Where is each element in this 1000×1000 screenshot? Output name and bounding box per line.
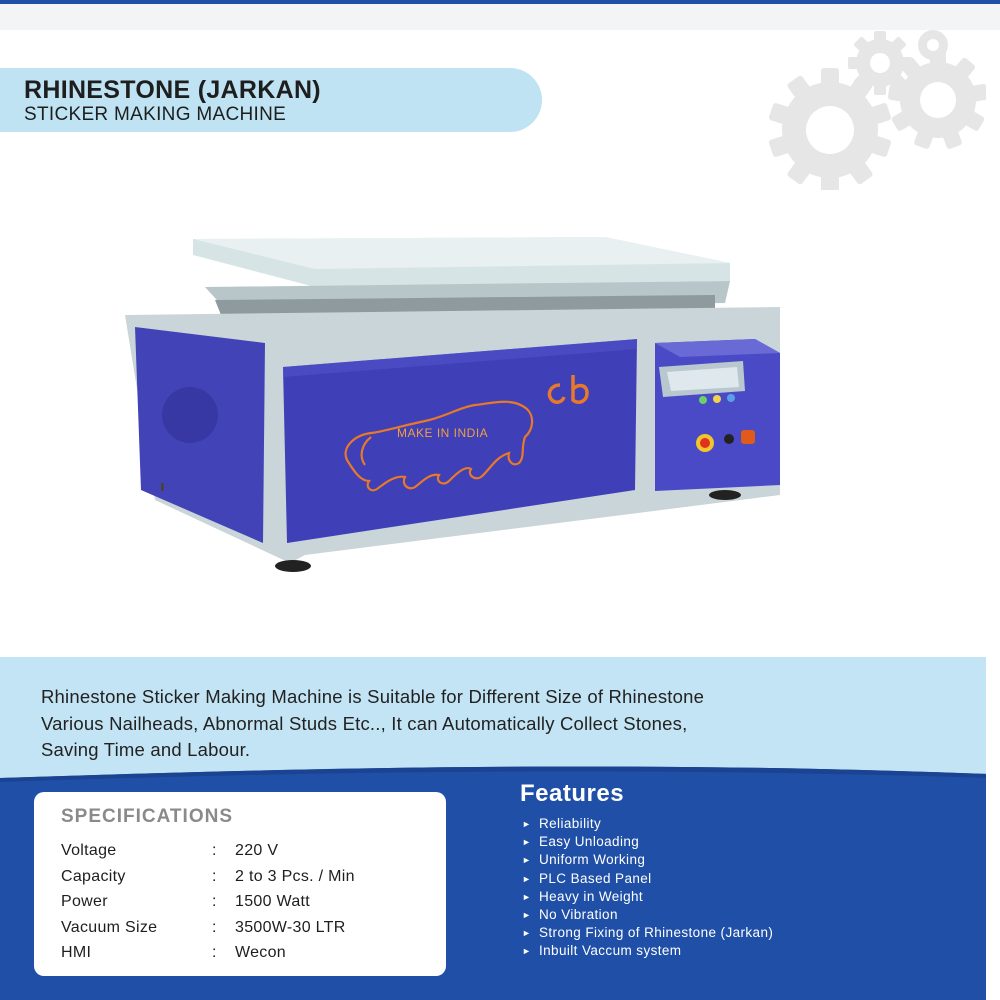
feature-item (522, 888, 773, 906)
spec-separator: : (212, 944, 217, 961)
spec-separator: : (212, 868, 217, 885)
spec-value: 3500W-30 LTR (235, 919, 346, 936)
control-box (655, 339, 780, 491)
description-text (41, 684, 941, 764)
description-line: Saving Time and Labour. (41, 739, 251, 760)
spec-value: Wecon (235, 944, 287, 961)
spec-separator: : (212, 842, 217, 859)
emergency-stop-icon (700, 438, 710, 448)
spec-separator: : (212, 919, 217, 936)
spec-value: 2 to 3 Pcs. / Min (235, 868, 355, 885)
bullet-arrow-icon: ► (522, 946, 532, 957)
spec-value: 1500 Watt (235, 893, 311, 910)
machine-illustration (115, 225, 795, 580)
bullet-arrow-icon: ► (522, 891, 532, 902)
bullet-arrow-icon: ► (522, 909, 532, 920)
feature-item (522, 870, 773, 888)
right-margin (986, 30, 1000, 1000)
spec-label: HMI (61, 944, 92, 961)
bullet-arrow-icon: ► (522, 873, 532, 884)
bullet-arrow-icon: ► (522, 837, 532, 848)
feature-item (522, 851, 773, 869)
feature-label: Easy Unloading (539, 834, 640, 850)
features-list (522, 815, 773, 961)
feature-label: Inbuilt Vaccum system (539, 943, 682, 959)
description-line: Rhinestone Sticker Making Machine is Suitable for Different Size of Rhinestone (41, 686, 705, 707)
spec-value: 220 V (235, 842, 279, 859)
page-subtitle: STICKER MAKING MACHINE (24, 104, 287, 125)
make-in-india-badge: MAKE IN INDIA (397, 426, 489, 440)
description-line: Various Nailheads, Abnormal Studs Etc.., It can Automatically Collect Stones, (41, 712, 688, 734)
feature-item (522, 942, 773, 960)
feature-item (522, 833, 773, 851)
feature-label: Uniform Working (539, 852, 646, 868)
feature-item (522, 924, 773, 942)
bullet-arrow-icon: ► (522, 819, 532, 829)
feature-label: Strong Fixing of Rhinestone (Jarkan) (539, 925, 774, 941)
bullet-arrow-icon: ► (522, 928, 532, 939)
gears-icon (755, 25, 990, 190)
feature-item (522, 906, 773, 924)
feature-label: Heavy in Weight (539, 888, 644, 904)
spec-label: Vacuum Size (61, 919, 158, 936)
spec-separator: : (212, 893, 217, 910)
feature-item (522, 815, 773, 833)
spec-label: Capacity (61, 868, 126, 885)
feature-label: No Vibration (539, 906, 618, 922)
spec-label: Power (61, 893, 108, 910)
page-title: RHINESTONE (JARKAN) (24, 76, 321, 104)
spec-label: Voltage (61, 842, 117, 859)
features-title: Features (520, 780, 625, 807)
bullet-arrow-icon: ► (522, 855, 532, 866)
feature-label: PLC Based Panel (539, 870, 652, 886)
feature-label: Reliability (539, 816, 602, 831)
specifications-title: SPECIFICATIONS (61, 806, 233, 827)
